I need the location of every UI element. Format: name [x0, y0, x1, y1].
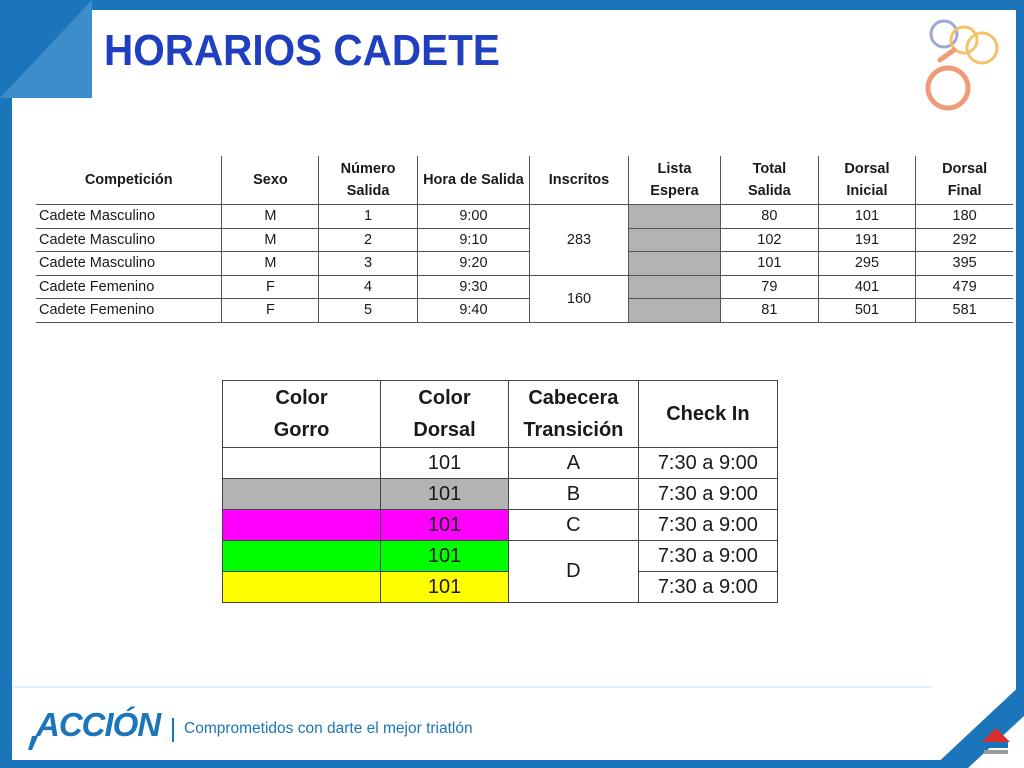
- cell-hora: 9:20: [417, 252, 529, 276]
- cell-competicion: Cadete Masculino: [36, 205, 222, 229]
- cell-checkin: 7:30 a 9:00: [638, 541, 777, 572]
- cell-checkin: 7:30 a 9:00: [638, 448, 777, 479]
- col-header: Sexo: [222, 156, 319, 205]
- cell-inscritos: 283: [530, 205, 629, 276]
- cell-inicial: 501: [818, 299, 916, 323]
- frame-right: [1016, 0, 1024, 768]
- frame-top: [0, 0, 1024, 10]
- cell-lista-espera: [628, 275, 720, 299]
- cap-color-swatch: [223, 572, 381, 603]
- table-row: [36, 205, 1013, 229]
- cell-lista-espera: [628, 228, 720, 252]
- table-row: [223, 510, 778, 541]
- frame-bottom: [0, 760, 1024, 768]
- cell-inicial: 295: [818, 252, 916, 276]
- cap-color-swatch: [223, 510, 381, 541]
- cell-cabecera: B: [508, 479, 638, 510]
- table-row: [36, 252, 1013, 276]
- corner-decoration: [0, 0, 92, 98]
- cell-sexo: M: [222, 252, 319, 276]
- cell-final: 180: [916, 205, 1013, 229]
- col-header: Inscritos: [530, 156, 629, 205]
- cell-lista-espera: [628, 299, 720, 323]
- bib-color-cell: 101: [381, 541, 509, 572]
- color-header-row: [223, 381, 778, 448]
- footer-slogan: Comprometidos con darte el mejor triatlón: [184, 720, 473, 737]
- triathlon-logo-icon: [978, 724, 1014, 760]
- cell-total: 102: [721, 228, 819, 252]
- col-header: Dorsal Final: [916, 156, 1013, 205]
- cell-sexo: M: [222, 205, 319, 229]
- cell-sexo: F: [222, 275, 319, 299]
- bib-color-cell: 101: [381, 479, 509, 510]
- olympic-rings-logo: [918, 16, 1002, 120]
- cap-color-swatch: [223, 541, 381, 572]
- cell-total: 81: [721, 299, 819, 323]
- page-title: HORARIOS CADETE: [104, 26, 500, 75]
- col-header: Color Dorsal: [381, 381, 509, 448]
- cell-competicion: Cadete Masculino: [36, 228, 222, 252]
- cell-final: 292: [916, 228, 1013, 252]
- col-header: Total Salida: [721, 156, 819, 205]
- cell-numero: 2: [319, 228, 417, 252]
- frame-left: [0, 0, 12, 768]
- cell-inicial: 191: [818, 228, 916, 252]
- col-header: Número Salida: [319, 156, 417, 205]
- cell-competicion: Cadete Femenino: [36, 275, 222, 299]
- col-header: Color Gorro: [223, 381, 381, 448]
- cell-total: 79: [721, 275, 819, 299]
- cell-total: 101: [721, 252, 819, 276]
- col-header: Check In: [638, 381, 777, 448]
- bib-color-cell: 101: [381, 510, 509, 541]
- cell-cabecera: D: [508, 541, 638, 603]
- cell-lista-espera: [628, 205, 720, 229]
- cell-final: 395: [916, 252, 1013, 276]
- cell-inicial: 401: [818, 275, 916, 299]
- brand-logo-text: ACCIÓN: [36, 706, 161, 743]
- schedule-table: [36, 156, 1013, 323]
- cell-competicion: Cadete Masculino: [36, 252, 222, 276]
- col-header: Hora de Salida: [417, 156, 529, 205]
- footer-divider: [12, 686, 932, 688]
- cell-numero: 3: [319, 252, 417, 276]
- cell-total: 80: [721, 205, 819, 229]
- bib-color-cell: 101: [381, 572, 509, 603]
- cap-color-swatch: [223, 448, 381, 479]
- table-row: [223, 448, 778, 479]
- cell-checkin: 7:30 a 9:00: [638, 572, 777, 603]
- cell-numero: 1: [319, 205, 417, 229]
- col-header: Cabecera Transición: [508, 381, 638, 448]
- cell-hora: 9:10: [417, 228, 529, 252]
- cell-final: 479: [916, 275, 1013, 299]
- cell-hora: 9:40: [417, 299, 529, 323]
- table-row: [223, 479, 778, 510]
- color-table: [222, 380, 778, 603]
- table-row: [36, 228, 1013, 252]
- schedule-header-row: [36, 156, 1013, 205]
- cell-competicion: Cadete Femenino: [36, 299, 222, 323]
- cell-hora: 9:30: [417, 275, 529, 299]
- footer-separator: [172, 718, 174, 742]
- table-row: [223, 572, 778, 603]
- cell-inscritos: 160: [530, 275, 629, 322]
- bib-color-cell: 101: [381, 448, 509, 479]
- cell-numero: 4: [319, 275, 417, 299]
- cell-sexo: M: [222, 228, 319, 252]
- col-header: Competición: [36, 156, 222, 205]
- col-header: Lista Espera: [628, 156, 720, 205]
- cell-final: 581: [916, 299, 1013, 323]
- cell-cabecera: A: [508, 448, 638, 479]
- cell-inicial: 101: [818, 205, 916, 229]
- cell-sexo: F: [222, 299, 319, 323]
- cell-checkin: 7:30 a 9:00: [638, 510, 777, 541]
- cell-cabecera: C: [508, 510, 638, 541]
- cell-hora: 9:00: [417, 205, 529, 229]
- col-header: Dorsal Inicial: [818, 156, 916, 205]
- cap-color-swatch: [223, 479, 381, 510]
- table-row: [223, 541, 778, 572]
- table-row: [36, 275, 1013, 299]
- cell-checkin: 7:30 a 9:00: [638, 479, 777, 510]
- cell-lista-espera: [628, 252, 720, 276]
- cell-numero: 5: [319, 299, 417, 323]
- table-row: [36, 299, 1013, 323]
